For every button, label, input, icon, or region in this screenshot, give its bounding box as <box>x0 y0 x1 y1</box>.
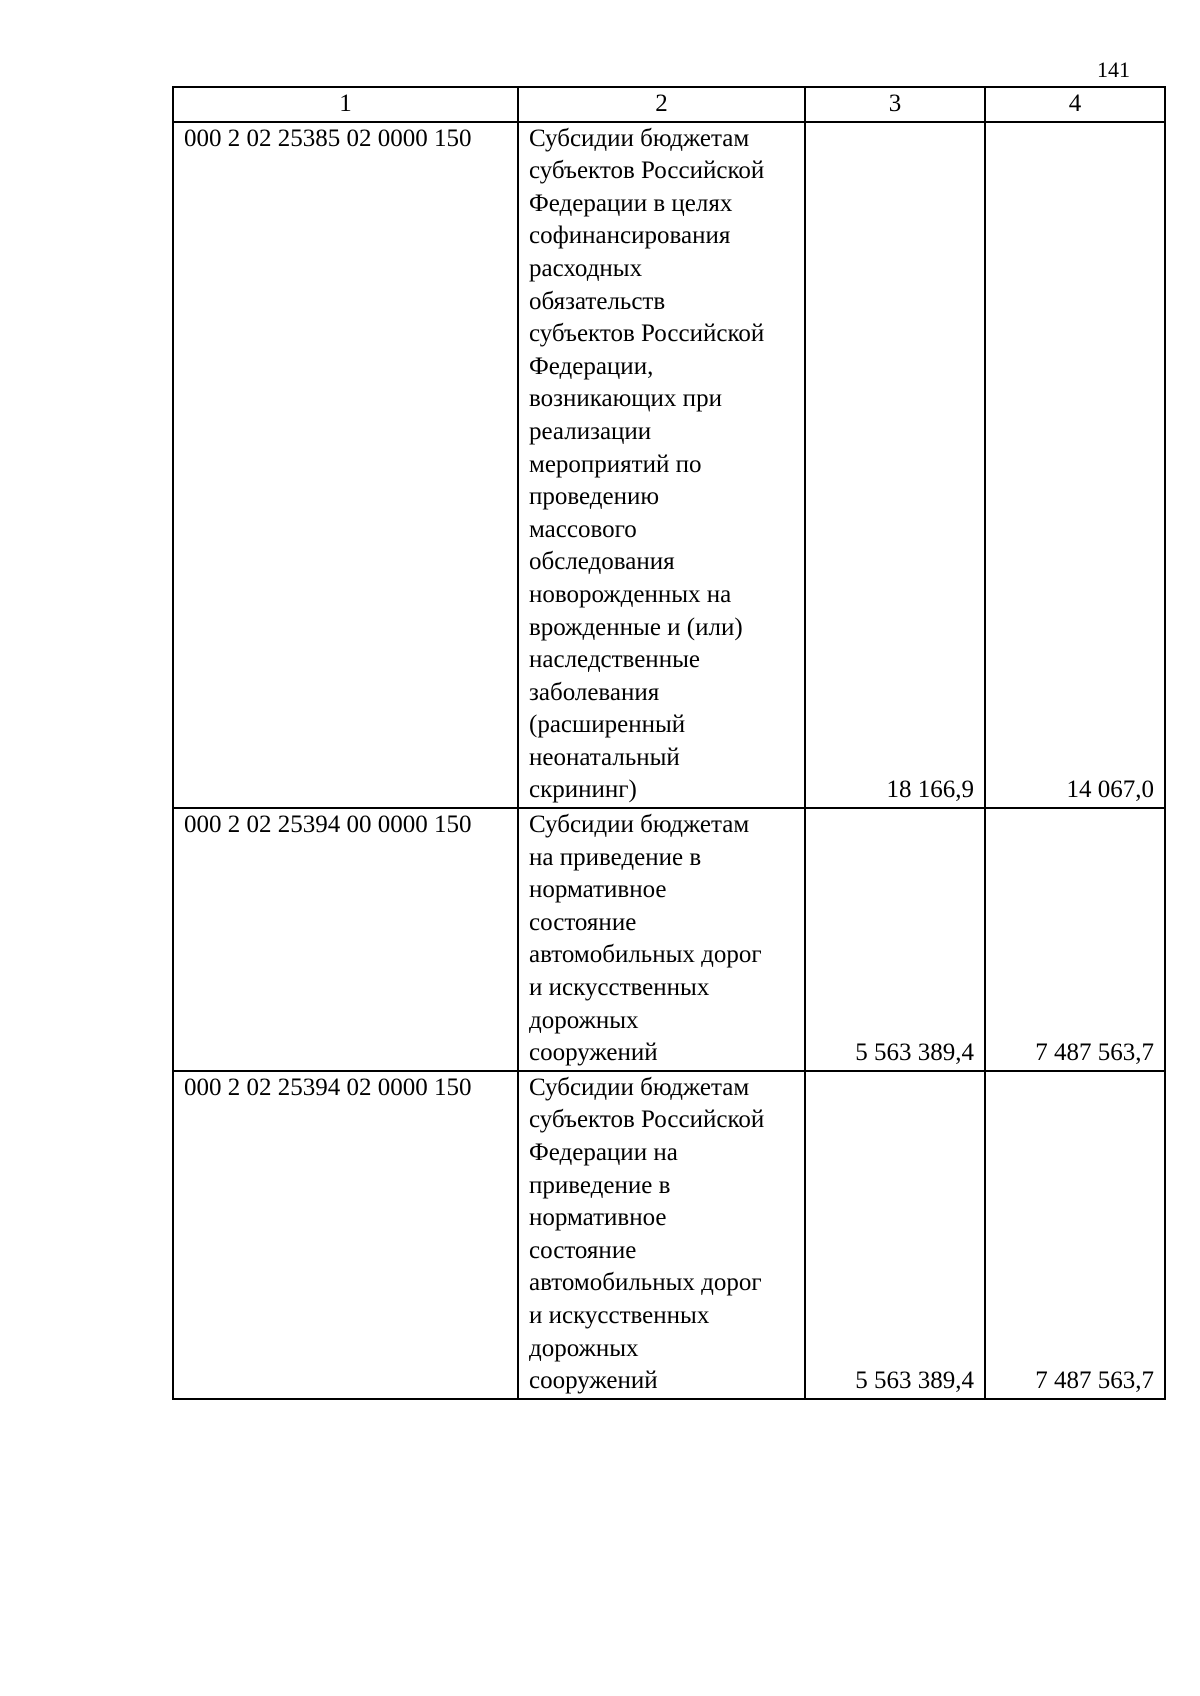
description-line: врожденные и (или) <box>529 613 743 641</box>
table-header-row <box>173 87 1165 122</box>
description-line: дорожных <box>529 1006 639 1034</box>
amount-column-3: 18 166,9 <box>805 122 985 808</box>
description-line: Федерации в целях <box>529 189 733 217</box>
description-line: проведению <box>529 483 660 511</box>
budget-table <box>172 86 1166 1400</box>
description-line: обследования <box>529 548 675 576</box>
revenue-description <box>518 1071 805 1399</box>
page-number: 141 <box>1097 57 1130 82</box>
description-line: Федерации, <box>529 352 654 380</box>
classification-code: 000 2 02 25394 00 0000 150 <box>173 808 518 1071</box>
amount-column-4: 14 067,0 <box>985 122 1165 808</box>
column-header-3: 3 <box>805 87 985 122</box>
description-line: заболевания <box>529 678 660 706</box>
description-line: состояние <box>529 1236 637 1264</box>
column-header-2: 2 <box>518 87 805 122</box>
description-line: возникающих при <box>529 385 722 413</box>
description-line: Субсидии бюджетам <box>529 1073 750 1101</box>
amount-column-3: 5 563 389,4 <box>805 808 985 1071</box>
column-header-4: 4 <box>985 87 1165 122</box>
description-line: автомобильных дорог <box>529 1269 762 1297</box>
amount-column-4: 7 487 563,7 <box>985 1071 1165 1399</box>
revenue-description <box>518 808 805 1071</box>
description-line: расходных <box>529 254 643 282</box>
description-line: нормативное <box>529 1204 667 1232</box>
description-line: неонатальный <box>529 743 680 771</box>
table-row <box>173 1071 1165 1399</box>
description-line: сооружений <box>529 1039 658 1067</box>
table-row <box>173 122 1165 808</box>
classification-code: 000 2 02 25385 02 0000 150 <box>173 122 518 808</box>
revenue-description <box>518 122 805 808</box>
description-line: автомобильных дорог <box>529 941 762 969</box>
table-body <box>173 87 1165 1399</box>
description-line: субъектов Российской <box>529 157 765 185</box>
description-line: массового <box>529 515 637 543</box>
description-line: (расширенный <box>529 711 686 739</box>
description-line: и искусственных <box>529 1301 710 1329</box>
table-row <box>173 808 1165 1071</box>
description-line: обязательств <box>529 287 666 315</box>
description-line: субъектов Российской <box>529 1106 765 1134</box>
description-line: Субсидии бюджетам <box>529 811 750 839</box>
description-line: на приведение в <box>529 843 702 871</box>
amount-column-3: 5 563 389,4 <box>805 1071 985 1399</box>
description-line: наследственные <box>529 646 700 674</box>
description-line: Субсидии бюджетам <box>529 124 750 152</box>
description-line: сооружений <box>529 1367 658 1395</box>
description-line: реализации <box>529 417 652 445</box>
description-line: приведение в <box>529 1171 671 1199</box>
description-line: состояние <box>529 908 637 936</box>
description-line: скрининг) <box>529 776 637 804</box>
description-line: дорожных <box>529 1334 639 1362</box>
description-line: Федерации на <box>529 1139 678 1166</box>
description-line: и искусственных <box>529 974 710 1002</box>
description-line: мероприятий по <box>529 450 702 478</box>
description-line: софинансирования <box>529 222 731 250</box>
column-header-1: 1 <box>173 87 518 122</box>
classification-code: 000 2 02 25394 02 0000 150 <box>173 1071 518 1399</box>
description-line: новорожденных на <box>529 580 732 608</box>
description-line: нормативное <box>529 876 667 904</box>
amount-column-4: 7 487 563,7 <box>985 808 1165 1071</box>
description-line: субъектов Российской <box>529 320 765 348</box>
